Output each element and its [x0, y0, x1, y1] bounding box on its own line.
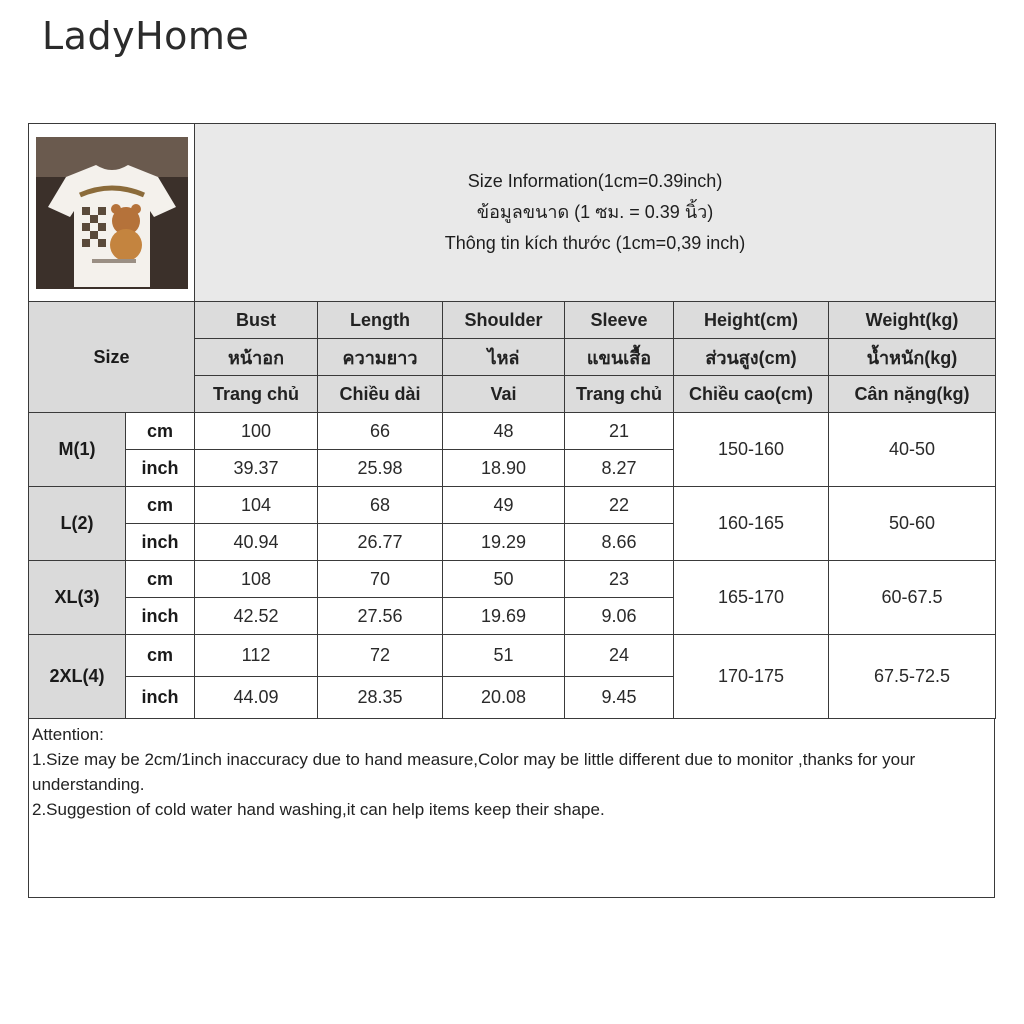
size-chart-table	[28, 123, 996, 719]
unit-cm: cm	[126, 487, 195, 524]
attention-note-2: 2.Suggestion of cold water hand washing,it can help items keep their shape.	[32, 800, 605, 819]
brand-logo: LadyHome	[42, 14, 250, 58]
header-sleeve-vi: Trang chủ	[565, 376, 674, 413]
shoulder-cm: 49	[443, 487, 565, 524]
unit-inch: inch	[126, 677, 195, 719]
header-height-th: ส่วนสูง(cm)	[674, 339, 829, 376]
size-label: Size	[29, 302, 195, 413]
product-photo	[36, 137, 188, 289]
bust-inch: 42.52	[195, 598, 318, 635]
size-row-label: L(2)	[29, 487, 126, 561]
header-bust-en: Bust	[195, 302, 318, 339]
shoulder-inch: 18.90	[443, 450, 565, 487]
unit-cm: cm	[126, 561, 195, 598]
attention-title: Attention:	[32, 725, 104, 744]
length-inch: 27.56	[318, 598, 443, 635]
shoulder-inch: 19.29	[443, 524, 565, 561]
weight-range: 40-50	[829, 413, 996, 487]
size-row-label: M(1)	[29, 413, 126, 487]
sleeve-inch: 8.66	[565, 524, 674, 561]
shoulder-inch: 20.08	[443, 677, 565, 719]
length-inch: 28.35	[318, 677, 443, 719]
sleeve-inch: 9.06	[565, 598, 674, 635]
length-cm: 70	[318, 561, 443, 598]
sleeve-inch: 8.27	[565, 450, 674, 487]
size-info-heading	[195, 124, 996, 302]
length-cm: 72	[318, 635, 443, 677]
header-height-en: Height(cm)	[674, 302, 829, 339]
size-row-label: 2XL(4)	[29, 635, 126, 719]
height-range: 165-170	[674, 561, 829, 635]
length-cm: 68	[318, 487, 443, 524]
shoulder-cm: 51	[443, 635, 565, 677]
weight-range: 60-67.5	[829, 561, 996, 635]
header-shoulder-th: ไหล่	[443, 339, 565, 376]
unit-inch: inch	[126, 524, 195, 561]
bust-cm: 108	[195, 561, 318, 598]
weight-range: 67.5-72.5	[829, 635, 996, 719]
shoulder-cm: 48	[443, 413, 565, 450]
header-shoulder-vi: Vai	[443, 376, 565, 413]
unit-inch: inch	[126, 450, 195, 487]
sleeve-cm: 21	[565, 413, 674, 450]
header-bust-th: หน้าอก	[195, 339, 318, 376]
size-info-th: ข้อมูลขนาด (1 ซม. = 0.39 นิ้ว)	[476, 202, 714, 222]
unit-inch: inch	[126, 598, 195, 635]
header-weight-th: น้ำหนัก(kg)	[829, 339, 996, 376]
length-inch: 26.77	[318, 524, 443, 561]
unit-cm: cm	[126, 635, 195, 677]
header-weight-en: Weight(kg)	[829, 302, 996, 339]
height-range: 160-165	[674, 487, 829, 561]
height-range: 170-175	[674, 635, 829, 719]
header-height-vi: Chiều cao(cm)	[674, 376, 829, 413]
header-sleeve-en: Sleeve	[565, 302, 674, 339]
length-cm: 66	[318, 413, 443, 450]
bust-cm: 112	[195, 635, 318, 677]
shoulder-inch: 19.69	[443, 598, 565, 635]
size-info-vi: Thông tin kích thước (1cm=0,39 inch)	[444, 233, 746, 253]
header-sleeve-th: แขนเสื้อ	[565, 339, 674, 376]
product-photo-cell	[29, 124, 195, 302]
bust-cm: 100	[195, 413, 318, 450]
sleeve-cm: 24	[565, 635, 674, 677]
length-inch: 25.98	[318, 450, 443, 487]
unit-cm: cm	[126, 413, 195, 450]
attention-notes	[32, 722, 987, 822]
height-range: 150-160	[674, 413, 829, 487]
header-length-th: ความยาว	[318, 339, 443, 376]
bust-inch: 44.09	[195, 677, 318, 719]
header-bust-vi: Trang chủ	[195, 376, 318, 413]
sleeve-cm: 23	[565, 561, 674, 598]
header-shoulder-en: Shoulder	[443, 302, 565, 339]
bust-cm: 104	[195, 487, 318, 524]
header-length-en: Length	[318, 302, 443, 339]
header-weight-vi: Cân nặng(kg)	[829, 376, 996, 413]
size-row-label: XL(3)	[29, 561, 126, 635]
attention-note-1: 1.Size may be 2cm/1inch inaccuracy due to hand measure,Color may be little different due to monitor ,thanks for your understanding.	[32, 750, 916, 794]
sleeve-inch: 9.45	[565, 677, 674, 719]
shoulder-cm: 50	[443, 561, 565, 598]
sleeve-cm: 22	[565, 487, 674, 524]
bust-inch: 39.37	[195, 450, 318, 487]
bust-inch: 40.94	[195, 524, 318, 561]
header-length-vi: Chiều dài	[318, 376, 443, 413]
size-info-en: Size Information(1cm=0.39inch)	[467, 171, 723, 191]
weight-range: 50-60	[829, 487, 996, 561]
